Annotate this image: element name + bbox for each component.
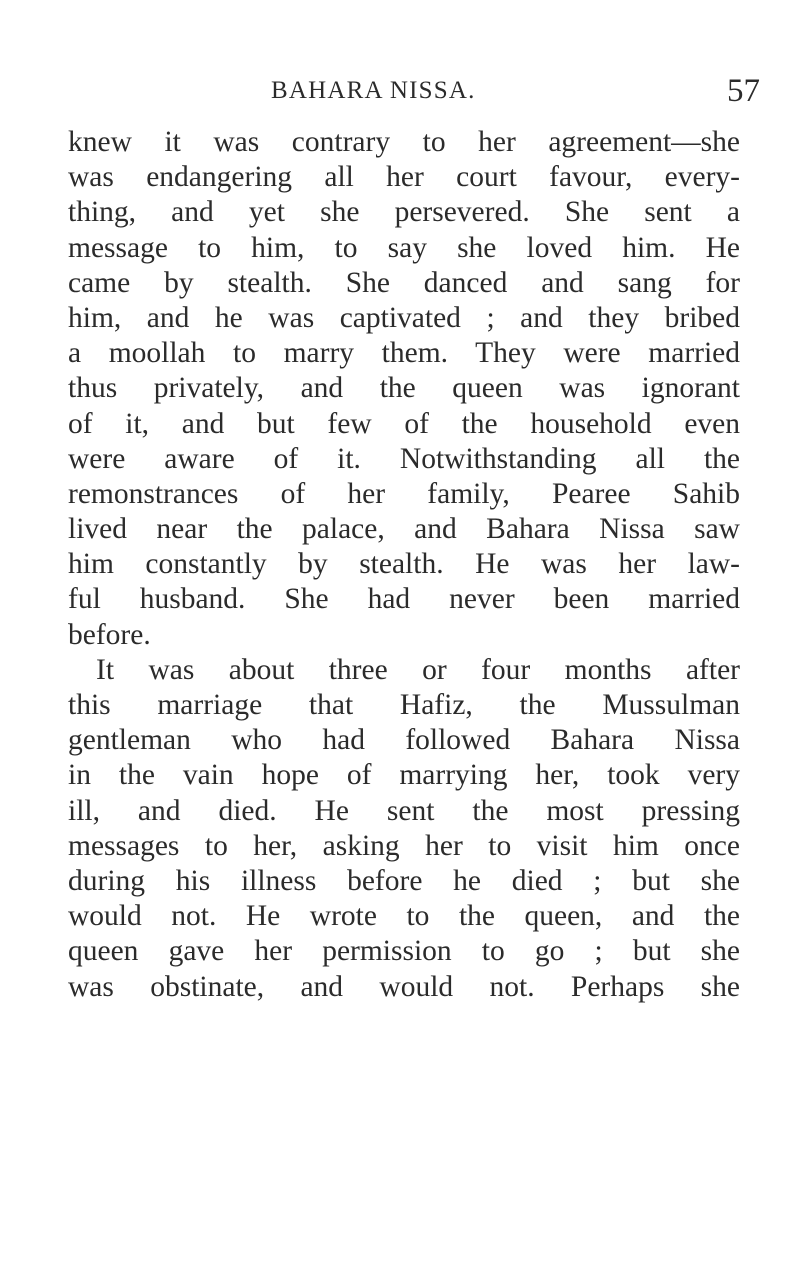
text-line: lived near the palace, and Bahara Nissa saw bbox=[68, 513, 740, 546]
text-line: It was about three or four months after bbox=[96, 653, 740, 686]
text-line: was obstinate, and would not. Perhaps she bbox=[68, 970, 740, 1003]
text-line: thus privately, and the queen was ignorant bbox=[68, 372, 740, 405]
running-title: BAHARA NISSA. bbox=[271, 77, 476, 104]
text-line: were aware of it. Notwithstanding all the bbox=[68, 442, 740, 475]
text-line: ill, and died. He sent the most pressing bbox=[68, 794, 740, 827]
text-line: in the vain hope of marrying her, took very bbox=[68, 759, 740, 792]
body-text bbox=[68, 125, 740, 1005]
text-line: of it, and but few of the household even bbox=[68, 407, 740, 440]
text-line: remonstrances of her family, Pearee Sahib bbox=[68, 477, 740, 510]
text-line: queen gave her permission to go ; but she bbox=[68, 935, 740, 968]
text-line: him, and he was captivated ; and they bribed bbox=[68, 301, 740, 334]
text-line: would not. He wrote to the queen, and the bbox=[68, 900, 740, 933]
text-line: knew it was contrary to her agreement—she bbox=[68, 126, 740, 158]
text-line: a moollah to marry them. They were married bbox=[68, 337, 740, 370]
paragraph-2 bbox=[68, 653, 740, 1005]
paragraph-1 bbox=[68, 125, 740, 653]
text-line: gentleman who had followed Bahara Nissa bbox=[68, 724, 740, 757]
page-number: 57 bbox=[727, 73, 760, 109]
text-line: ful husband. She had never been married bbox=[68, 583, 740, 616]
text-line: during his illness before he died ; but she bbox=[68, 864, 740, 897]
text-line: messages to her, asking her to visit him once bbox=[68, 829, 740, 862]
text-line: message to him, to say she loved him. He bbox=[68, 231, 740, 264]
text-line: came by stealth. She danced and sang for bbox=[68, 266, 740, 299]
text-line: before. bbox=[68, 618, 151, 651]
text-line: this marriage that Hafiz, the Mussulman bbox=[68, 689, 740, 721]
text-line: thing, and yet she persevered. She sent a bbox=[68, 196, 740, 229]
running-head bbox=[0, 73, 800, 113]
text-line: him constantly by stealth. He was her law- bbox=[68, 548, 740, 581]
text-line: was endangering all her court favour, every- bbox=[68, 161, 740, 194]
